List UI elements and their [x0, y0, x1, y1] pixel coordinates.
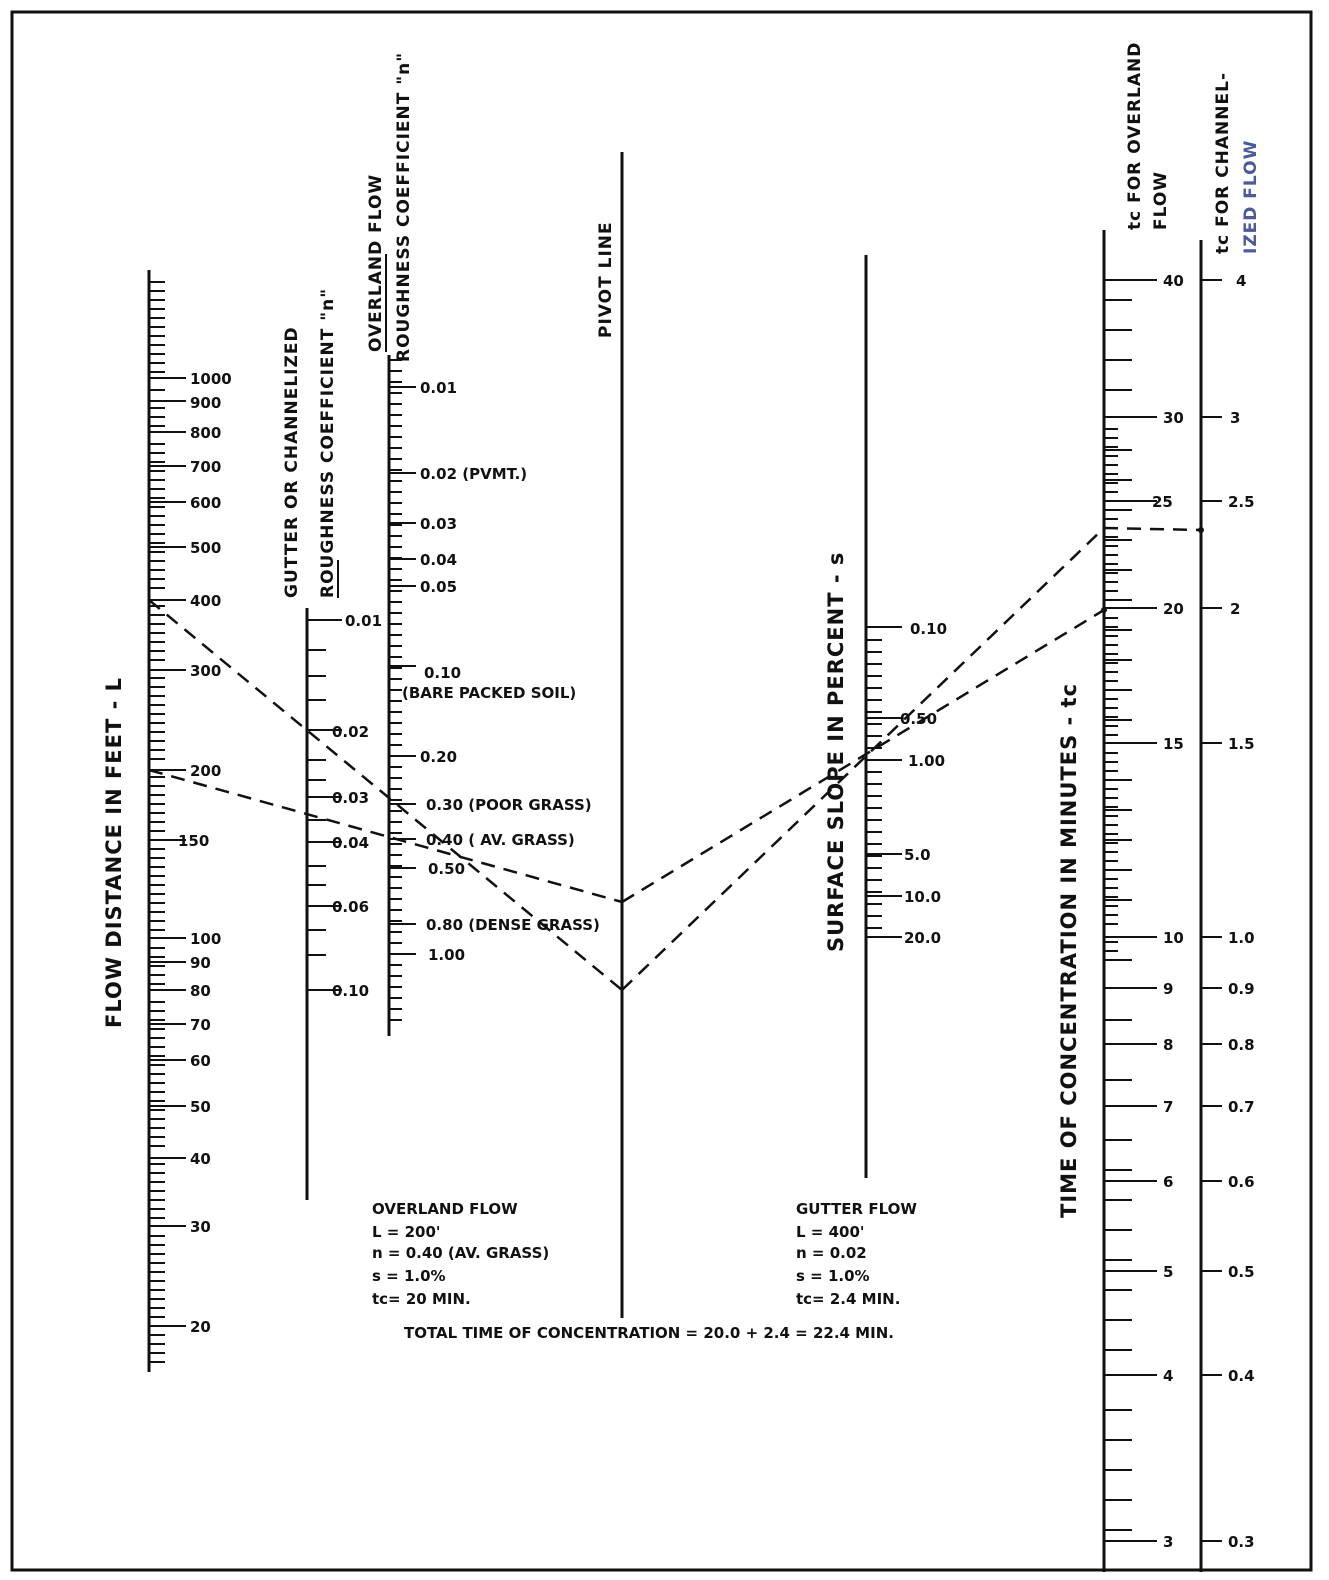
fd-label-600: 600: [190, 494, 222, 512]
overland-example-line-tc: tc= 20 MIN.: [372, 1290, 471, 1308]
overland-example-line-2: [622, 610, 1104, 902]
on-label-002: 0.02 (PVMT.): [420, 465, 528, 483]
tc-ov-label-30: 30: [1163, 409, 1184, 427]
slope-label-100: 1.00: [908, 752, 946, 770]
fd-label-90: 90: [190, 954, 211, 972]
fd-label-400: 400: [190, 592, 222, 610]
overland-n-title-line2: ROUGHNESS COEFFICIENT "n": [394, 51, 414, 362]
fd-label-150: 150: [178, 832, 210, 850]
tc-ch-label-4: 4: [1236, 272, 1247, 290]
fd-label-30: 30: [190, 1218, 211, 1236]
on-label-050: 0.50: [428, 860, 466, 878]
on-label-001: 0.01: [420, 379, 458, 397]
tc-ov-label-40: 40: [1163, 272, 1184, 290]
overland-example-heading: OVERLAND FLOW: [372, 1200, 518, 1218]
gn-label-006: 0.06: [332, 898, 370, 916]
tc-ch-label-03: 0.3: [1228, 1533, 1255, 1551]
fd-label-700: 700: [190, 458, 222, 476]
tc-ch-label-15: 1.5: [1228, 735, 1255, 753]
tc-ch-label-25: 2.5: [1228, 493, 1255, 511]
gutter-example-line-L: L = 400': [796, 1223, 865, 1241]
tc-ch-label-04: 0.4: [1228, 1367, 1255, 1385]
tc-channel-title-line2: IZED FLOW: [1241, 139, 1261, 254]
slope-label-50: 5.0: [904, 846, 931, 864]
tc-ch-label-06: 0.6: [1228, 1173, 1255, 1191]
flow-distance-title: FLOW DISTANCE IN FEET - L: [102, 676, 126, 1028]
time-title: TIME OF CONCENTRATION IN MINUTES - tc: [1057, 682, 1081, 1218]
fd-label-1000: 1000: [190, 370, 232, 388]
tc-ch-label-3: 3: [1230, 409, 1241, 427]
overland-example-line-s: s = 1.0%: [372, 1267, 446, 1285]
fd-label-500: 500: [190, 539, 222, 557]
on-label-005: 0.05: [420, 578, 458, 596]
overland-example-line-L: L = 200': [372, 1223, 441, 1241]
fd-label-20: 20: [190, 1318, 211, 1336]
on-label-100: 1.00: [428, 946, 466, 964]
gutter-example-line-2: [622, 528, 1104, 990]
on-label-040: 0.40 ( AV. GRASS): [426, 831, 575, 849]
gn-label-003: 0.03: [332, 789, 370, 807]
tc-ov-label-8: 8: [1163, 1036, 1174, 1054]
on-label-004: 0.04: [420, 551, 458, 569]
gn-label-010: 0.10: [332, 982, 370, 1000]
slope-label-200: 20.0: [904, 929, 942, 947]
fd-label-60: 60: [190, 1052, 211, 1070]
on-label-003: 0.03: [420, 515, 458, 533]
gn-label-004: 0.04: [332, 834, 370, 852]
gutter-n-title-line2: ROUGHNESS COEFFICIENT "n": [318, 287, 338, 598]
tc-channel-title-line1: tc FOR CHANNEL-: [1213, 71, 1233, 254]
gutter-example-line-3: [1104, 528, 1201, 530]
tc-ov-label-10: 10: [1163, 929, 1184, 947]
tc-ov-label-9: 9: [1163, 980, 1174, 998]
tc-ov-label-4: 4: [1163, 1367, 1174, 1385]
tc-ov-label-20: 20: [1163, 600, 1184, 618]
slope-label-010: 0.10: [910, 620, 948, 638]
tc-ch-label-09: 0.9: [1228, 980, 1255, 998]
tc-ov-label-6: 6: [1163, 1173, 1174, 1191]
tc-ch-label-05: 0.5: [1228, 1263, 1255, 1281]
tc-ch-label-07: 0.7: [1228, 1098, 1255, 1116]
slope-title: SURFACE SLOPE IN PERCENT - s: [824, 551, 848, 952]
on-label-bare-soil: (BARE PACKED SOIL): [402, 684, 577, 702]
fd-label-80: 80: [190, 982, 211, 1000]
tc-overland-title-line1: tc FOR OVERLAND: [1125, 41, 1145, 230]
gutter-example-line-n: n = 0.02: [796, 1244, 867, 1262]
fd-label-900: 900: [190, 394, 222, 412]
on-label-010: 0.10: [424, 664, 462, 682]
tc-ch-label-2: 2: [1230, 600, 1241, 618]
slope-label-050: 0.50: [900, 710, 938, 728]
on-label-020: 0.20: [420, 748, 458, 766]
tc-ch-label-08: 0.8: [1228, 1036, 1255, 1054]
fd-label-300: 300: [190, 662, 222, 680]
on-label-080: 0.80 (DENSE GRASS): [426, 916, 600, 934]
gutter-example-line-tc: tc= 2.4 MIN.: [796, 1290, 901, 1308]
fd-label-70: 70: [190, 1016, 211, 1034]
gutter-example-heading: GUTTER FLOW: [796, 1200, 917, 1218]
gutter-n-title-line1: GUTTER OR CHANNELIZED: [282, 326, 302, 598]
tc-ov-label-3: 3: [1163, 1533, 1174, 1551]
tc-ov-label-15: 15: [1163, 735, 1184, 753]
fd-label-50: 50: [190, 1098, 211, 1116]
fd-label-40: 40: [190, 1150, 211, 1168]
tc-ov-label-7: 7: [1163, 1098, 1174, 1116]
overland-example-line-n: n = 0.40 (AV. GRASS): [372, 1244, 550, 1262]
total-time-note: TOTAL TIME OF CONCENTRATION = 20.0 + 2.4 = 22.4 MIN.: [404, 1324, 894, 1342]
overland-n-title-line1: OVERLAND FLOW: [366, 173, 386, 352]
tc-overland-title-line2: FLOW: [1151, 170, 1171, 230]
gn-label-002: 0.02: [332, 723, 370, 741]
fd-label-200: 200: [190, 762, 222, 780]
fd-label-800: 800: [190, 424, 222, 442]
fd-label-100: 100: [190, 930, 222, 948]
tc-ov-label-25: 25: [1152, 493, 1173, 511]
gutter-example-line-s: s = 1.0%: [796, 1267, 870, 1285]
tc-ov-label-5: 5: [1163, 1263, 1174, 1281]
tc-ch-label-10: 1.0: [1228, 929, 1255, 947]
overland-result-dot: [1101, 607, 1107, 613]
pivot-line-title: PIVOT LINE: [596, 221, 616, 338]
slope-label-100b: 10.0: [904, 888, 942, 906]
on-label-030: 0.30 (POOR GRASS): [426, 796, 592, 814]
gn-label-001: 0.01: [345, 612, 383, 630]
channel-result-dot: [1198, 527, 1204, 533]
